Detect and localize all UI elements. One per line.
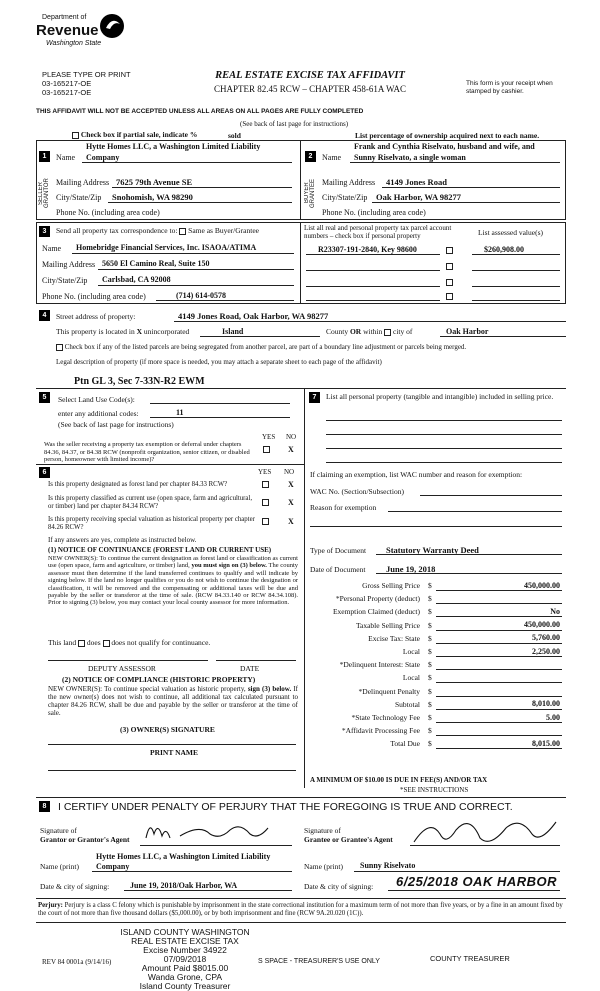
tax-row-line <box>436 643 562 644</box>
perjury-body: Perjury is a class C felony which is punishable by imprisonment in the state correctional institution for a maximum term of not more than five years, or by a fine in an amount fixed by the court of not more than five thousand dollars ($5,000.00), or by both imprisonment and fine (RCW 9A.20.020 (1C)). <box>38 902 563 917</box>
legal-value: Ptn GL 3, Sec 7-33N-R2 EWM <box>74 376 205 387</box>
seller-mail: 7625 79th Avenue SE <box>116 177 193 187</box>
grantor-sig-label-2: Grantor or Grantor's Agent <box>40 835 130 844</box>
tax-row-line <box>436 748 562 749</box>
deputy-assessor-label: DEPUTY ASSESSOR <box>88 664 156 673</box>
same-as-buyer-checkbox[interactable] <box>179 228 186 235</box>
s6-q1-no-mark: X <box>288 480 294 489</box>
notice2-b: sign (3) below. <box>247 685 292 693</box>
reason-label: Reason for exemption <box>310 503 377 512</box>
notice2-a: NEW OWNER(S): To continue special valuation as historic property, <box>48 685 246 693</box>
tax-row-line <box>436 669 562 670</box>
s5-no-mark: X <box>288 445 294 454</box>
does-checkbox[interactable] <box>78 640 85 647</box>
does-not-checkbox[interactable] <box>103 640 110 647</box>
form-no-1: 03-165217-OE <box>42 79 92 88</box>
does-label: does <box>86 638 101 647</box>
buyer-name-2: Sunny Riselvato, a single woman <box>354 153 466 162</box>
personal-property-checkbox-3[interactable] <box>446 279 453 286</box>
personal-property-checkbox-4[interactable] <box>446 293 453 300</box>
s6-q1-yes-checkbox[interactable] <box>262 481 269 488</box>
date-label: DATE <box>240 664 260 673</box>
grantee-signature <box>410 812 560 852</box>
seller-phone-label: Phone No. (including area code) <box>56 208 160 217</box>
sold-label: sold <box>228 131 241 140</box>
located-row <box>56 327 189 336</box>
section-7-number: 7 <box>309 392 320 403</box>
grantor-signature <box>140 816 280 844</box>
seller-city: Snohomish, WA 98290 <box>112 192 193 202</box>
grantee-date-label: Date & city of signing: <box>304 882 374 891</box>
or-word: OR <box>349 327 362 336</box>
segregated-row <box>56 343 566 351</box>
this-land-label: This land <box>48 638 77 647</box>
stamp-line-6: Wanda Grone, CPA <box>147 972 223 982</box>
tax-row-line <box>436 735 562 736</box>
perjury-label: Perjury: <box>38 902 63 909</box>
rev-number: REV 84 0001a (9/14/16) <box>42 958 112 966</box>
section-3-number: 3 <box>39 226 50 237</box>
s5-yes: YES <box>262 433 276 441</box>
tax-row-value: 5,760.00 <box>532 633 560 643</box>
partial-sale-row <box>72 130 197 139</box>
legal-label: Legal description of property (if more space is needed, you may attach a separate sheet to each page of the affidavit) <box>56 358 382 366</box>
grantor-date-label: Date & city of signing: <box>40 882 110 891</box>
segregated-label: Check box if any of the listed parcels are being segregated from another parcel, are part of a boundary line adjustment or parcels being merged. <box>64 343 467 351</box>
does-not-label: does not qualify for continuance. <box>111 638 211 647</box>
see-instructions: *SEE INSTRUCTIONS <box>400 786 469 794</box>
s6-q2-no-mark: X <box>288 498 294 507</box>
stamp-line-7: Island County Treasurer <box>139 981 231 991</box>
section-2-number: 2 <box>305 151 316 162</box>
land-use-label: Select Land Use Code(s): <box>58 395 135 404</box>
stamp-line-1: ISLAND COUNTY WASHINGTON <box>120 927 250 937</box>
tax-row-value: 8,015.00 <box>532 738 560 748</box>
seller-mail-label: Mailing Address <box>56 178 110 187</box>
parcel-header: List all real and personal property tax parcel account numbers – check box if personal property <box>304 224 452 240</box>
grantee-name-label: Name (print) <box>304 862 343 871</box>
tax-row-currency: $ <box>428 660 432 670</box>
tax-row-label: *Delinquent Penalty <box>358 686 420 696</box>
personal-property-checkbox-2[interactable] <box>446 263 453 270</box>
s3-mail: 5650 El Camino Real, Suite 150 <box>102 259 210 268</box>
partial-sale-checkbox[interactable] <box>72 132 79 139</box>
personal-property-checkbox-1[interactable] <box>446 247 453 254</box>
s3-mail-label: Mailing Address <box>42 260 96 269</box>
s5-see-back: (See back of last page for instructions) <box>58 420 174 429</box>
if-yes-note: If any answers are yes, complete as instructed below. <box>48 536 197 544</box>
tax-row-line <box>436 656 562 657</box>
tax-row-label: *State Technology Fee <box>351 713 420 722</box>
tax-row-label: Exemption Claimed (deduct) <box>332 607 420 617</box>
tax-row-currency: $ <box>428 686 432 696</box>
tax-row-value: 8,010.00 <box>532 699 560 709</box>
grantee-sig-label-1: Signature of <box>304 826 341 835</box>
send-label: Send all property tax correspondence to: <box>56 226 178 235</box>
tax-row-label: Local <box>402 673 420 683</box>
tax-row-currency: $ <box>428 739 432 749</box>
seller-name-2: Company <box>86 153 120 162</box>
s6-q3: Is this property receiving special valuation as historical property per chapter 84.26 RCW? <box>48 516 255 531</box>
notice2-body <box>48 685 298 717</box>
county-value: Island <box>222 327 244 336</box>
within-city-checkbox[interactable] <box>384 329 391 336</box>
exemption-question: Was the seller receiving a property tax exemption or deferral under chapters 84.36, 84.37, or 84.38 RCW (nonprofit organization, senior citizen, or disabled person, homeowner with limited income)? <box>44 441 250 463</box>
logo-revenue: Revenue <box>36 22 99 39</box>
tax-row-value: No <box>550 606 560 616</box>
buyer-city-label: City/State/Zip <box>322 193 368 202</box>
grantee-sig-label-2: Grantee or Grantee's Agent <box>304 835 393 844</box>
buyer-mail-label: Mailing Address <box>322 178 376 187</box>
seller-name-1: Hytte Homes LLC, a Washington Limited Liability <box>86 142 261 151</box>
grantee-date: 6/25/2018 OAK HARBOR <box>396 874 557 889</box>
tax-row-label: Local <box>402 647 420 656</box>
notice2-c: If the new owner(s) does not wish to continue, all additional tax calculated pursuant to chapter 84.26 RCW, shall be due and payable by the seller or transferor at the time of sale. <box>48 685 299 717</box>
tax-row-value: 2,250.00 <box>532 646 560 656</box>
s6-q2: Is this property classified as current use (open space, farm and agricultural, or timber) land per chapter 84.34 RCW? <box>48 495 253 510</box>
tax-row-line <box>436 616 562 617</box>
print-name-label: PRINT NAME <box>150 748 198 757</box>
perjury-text <box>38 902 566 918</box>
dor-logo <box>36 12 128 58</box>
tax-row-label: Subtotal <box>394 699 420 709</box>
tax-row-currency: $ <box>428 699 432 709</box>
tax-row-label: Total Due <box>390 739 420 749</box>
s3-phone: (714) 614-0578 <box>176 291 226 300</box>
section-6-number: 6 <box>39 467 50 478</box>
tax-row-label: Gross Selling Price <box>362 581 420 590</box>
warning-text: THIS AFFIDAVIT WILL NOT BE ACCEPTED UNLESS ALL AREAS ON ALL PAGES ARE FULLY COMPLETED <box>36 108 364 115</box>
s3-city-label: City/State/Zip <box>42 276 88 285</box>
buyer-mail: 4149 Jones Road <box>386 177 447 187</box>
buyer-name-label: Name <box>322 153 342 162</box>
owner-signature-label: (3) OWNER(S) SIGNATURE <box>120 725 215 734</box>
grantor-sig-label-1: Signature of <box>40 826 77 835</box>
buyer-phone-label: Phone No. (including area code) <box>322 208 426 217</box>
personal-property-label: List all personal property (tangible and intangible) included in selling price. <box>326 392 554 401</box>
tax-row-label: *Affidavit Processing Fee <box>341 726 420 736</box>
logo-swirl-icon <box>98 12 126 40</box>
treasurer-use: S SPACE - TREASURER'S USE ONLY <box>258 958 380 965</box>
notice1-title: (1) NOTICE OF CONTINUANCE (FOREST LAND OR CURRENT USE) <box>48 546 272 554</box>
logo-state: Washington State <box>46 40 102 47</box>
s3-city: Carlsbad, CA 92008 <box>102 275 171 284</box>
certify-text: I CERTIFY UNDER PENALTY OF PERJURY THAT THE FOREGOING IS TRUE AND CORRECT. <box>58 801 513 813</box>
tax-row-value: 450,000.00 <box>524 620 560 630</box>
stamp-line-5: Amount Paid $8015.00 <box>141 963 229 973</box>
buyer-grantee-label: BUYER GRANTEE <box>304 178 316 208</box>
county-label <box>326 327 412 336</box>
doc-date-label: Date of Document <box>310 565 366 574</box>
tax-row-line <box>436 590 562 591</box>
s5-no: NO <box>286 433 297 441</box>
seller-city-label: City/State/Zip <box>56 193 102 202</box>
notice1-body <box>48 555 298 607</box>
form-subtitle: CHAPTER 82.45 RCW – CHAPTER 458-61A WAC <box>214 84 406 94</box>
grantor-name-1: Hytte Homes LLC, a Washington Limited Liability <box>96 852 271 861</box>
assessed-header: List assessed value(s) <box>478 228 543 237</box>
stamp-line-3: Excise Number 34922 <box>143 945 227 955</box>
section-5-7-frame <box>36 388 566 390</box>
tax-row-line <box>436 696 562 697</box>
partial-sale-label: Check box if partial sale, indicate % <box>80 130 198 139</box>
unincorporated-mark: X <box>136 327 143 336</box>
tax-row-line <box>436 630 562 631</box>
land-use-code: 11 <box>176 408 184 417</box>
tax-row-line <box>436 682 562 683</box>
wac-label: WAC No. (Section/Subsection) <box>310 487 404 496</box>
form-no-2: 03-165217-OE <box>42 88 92 97</box>
grantor-date: June 19, 2018/Oak Harbor, WA <box>130 881 238 890</box>
tax-row-label: Taxable Selling Price <box>355 620 420 630</box>
buyer-city: Oak Harbor, WA 98277 <box>376 192 462 202</box>
grantee-name: Sunny Riselvato <box>360 861 416 870</box>
street-label: Street address of property: <box>56 312 136 321</box>
tax-row-line <box>436 603 562 604</box>
tax-row-currency: $ <box>428 594 432 604</box>
buyer-name-1: Frank and Cynthia Riselvato, husband and wife, and <box>354 142 535 151</box>
street-value: 4149 Jones Road, Oak Harbor, WA 98277 <box>178 311 329 321</box>
s5-yes-checkbox[interactable] <box>263 446 270 453</box>
tax-row-currency: $ <box>428 726 432 736</box>
form-title: REAL ESTATE EXCISE TAX AFFIDAVIT <box>215 70 405 81</box>
county-treasurer: COUNTY TREASURER <box>430 954 510 963</box>
notice2-title: (2) NOTICE OF COMPLIANCE (HISTORIC PROPERTY) <box>62 675 256 684</box>
assessed-value: $260,908.00 <box>484 245 524 254</box>
section-5-number: 5 <box>39 392 50 403</box>
parcel-value: R23307-191-2840, Key 98600 <box>318 245 417 254</box>
exemption-label: If claiming an exemption, list WAC number and reason for exemption: <box>310 470 523 479</box>
s6-q3-no-mark: X <box>288 517 294 526</box>
section-4-number: 4 <box>39 310 50 321</box>
section-1-number: 1 <box>39 151 50 162</box>
city-of-label: city of <box>393 327 413 336</box>
tax-row-currency: $ <box>428 647 432 656</box>
county-word: County <box>326 327 349 336</box>
stamp-line-4: 07/09/2018 <box>163 954 207 964</box>
tax-row-label: *Delinquent Interest: State <box>339 660 420 670</box>
notice1-b: you must sign on (3) below. <box>191 562 267 570</box>
receipt-note: This form is your receipt when stamped by cashier. <box>466 80 553 95</box>
s6-no: NO <box>284 468 295 476</box>
tax-row-value: 5.00 <box>546 712 560 722</box>
stamp-line-2: REAL ESTATE EXCISE TAX <box>131 936 239 946</box>
treasurer-stamp <box>110 928 260 991</box>
see-back-top: (See back of last page for instructions) <box>240 120 349 128</box>
tax-row-currency: $ <box>428 673 432 683</box>
tax-row-currency: $ <box>428 633 432 643</box>
ownership-note: List percentage of ownership acquired next to each name. <box>355 131 540 140</box>
tax-row-currency: $ <box>428 620 432 630</box>
logo-dept: Department of <box>42 14 87 21</box>
tax-row-value: 450,000.00 <box>524 580 560 590</box>
notice1-c: The county assessor must then determine if the land transferred continues to qualify and will indicate by signing below. If the land no longer qualifies or you do not wish to continue the designation or classification, it will be removed and the compensating or additional taxes will be due and payable by the seller or transferor at the time of sale. (RCW 84.33.140 or RCW 84.34.108). Prior to signing (3) below, you may contact your local county assessor for more information. <box>48 562 298 607</box>
same-as-buyer-label: Same as Buyer/Grantee <box>188 226 259 235</box>
city-value: Oak Harbor <box>446 327 489 336</box>
tax-row-currency: $ <box>428 607 432 617</box>
s6-yes: YES <box>258 468 272 476</box>
this-land-row <box>48 638 210 647</box>
grantor-name-2: Company <box>96 862 130 871</box>
tax-row-line <box>436 722 562 723</box>
s6-q2-yes-checkbox[interactable] <box>262 499 269 506</box>
seller-name-label: Name <box>56 153 76 162</box>
minimum-note: A MINIMUM OF $10.00 IS DUE IN FEE(S) AND/OR TAX <box>310 776 488 784</box>
s6-q1: Is this property designated as forest land per chapter 84.33 RCW? <box>48 481 228 488</box>
additional-codes-label: enter any additional codes: <box>58 409 139 418</box>
doc-type-label: Type of Document <box>310 546 367 555</box>
seller-grantor-label: SELLER GRANTOR <box>38 178 50 208</box>
doc-type-value: Statutory Warranty Deed <box>386 545 479 555</box>
please-type: PLEASE TYPE OR PRINT <box>42 70 131 79</box>
notice1-a: NEW OWNER(S): To continue the current designation as forest land or classification as current use (open space, farm and agriculture, or timber) land, <box>48 555 298 570</box>
located-label: This property is located in <box>56 327 135 336</box>
grantor-name-label: Name (print) <box>40 862 79 871</box>
tax-row-label: *Personal Property (deduct) <box>335 594 420 604</box>
send-correspondence <box>56 226 259 235</box>
tax-row-currency: $ <box>428 581 432 590</box>
tax-row-line <box>436 709 562 710</box>
tax-row-label: Excise Tax: State <box>368 633 420 643</box>
s3-name: Homebridge Financial Services, Inc. ISAOA/ATIMA <box>76 243 257 252</box>
s6-q3-yes-checkbox[interactable] <box>262 518 269 525</box>
within-word: within <box>363 327 383 336</box>
s3-name-label: Name <box>42 244 62 253</box>
section-8-number: 8 <box>39 801 50 812</box>
s3-phone-label: Phone No. (including area code) <box>42 292 146 301</box>
doc-date-value: June 19, 2018 <box>386 564 436 574</box>
tax-row-currency: $ <box>428 713 432 722</box>
segregated-checkbox[interactable] <box>56 344 63 351</box>
unincorporated-label: unincorporated <box>143 327 190 336</box>
